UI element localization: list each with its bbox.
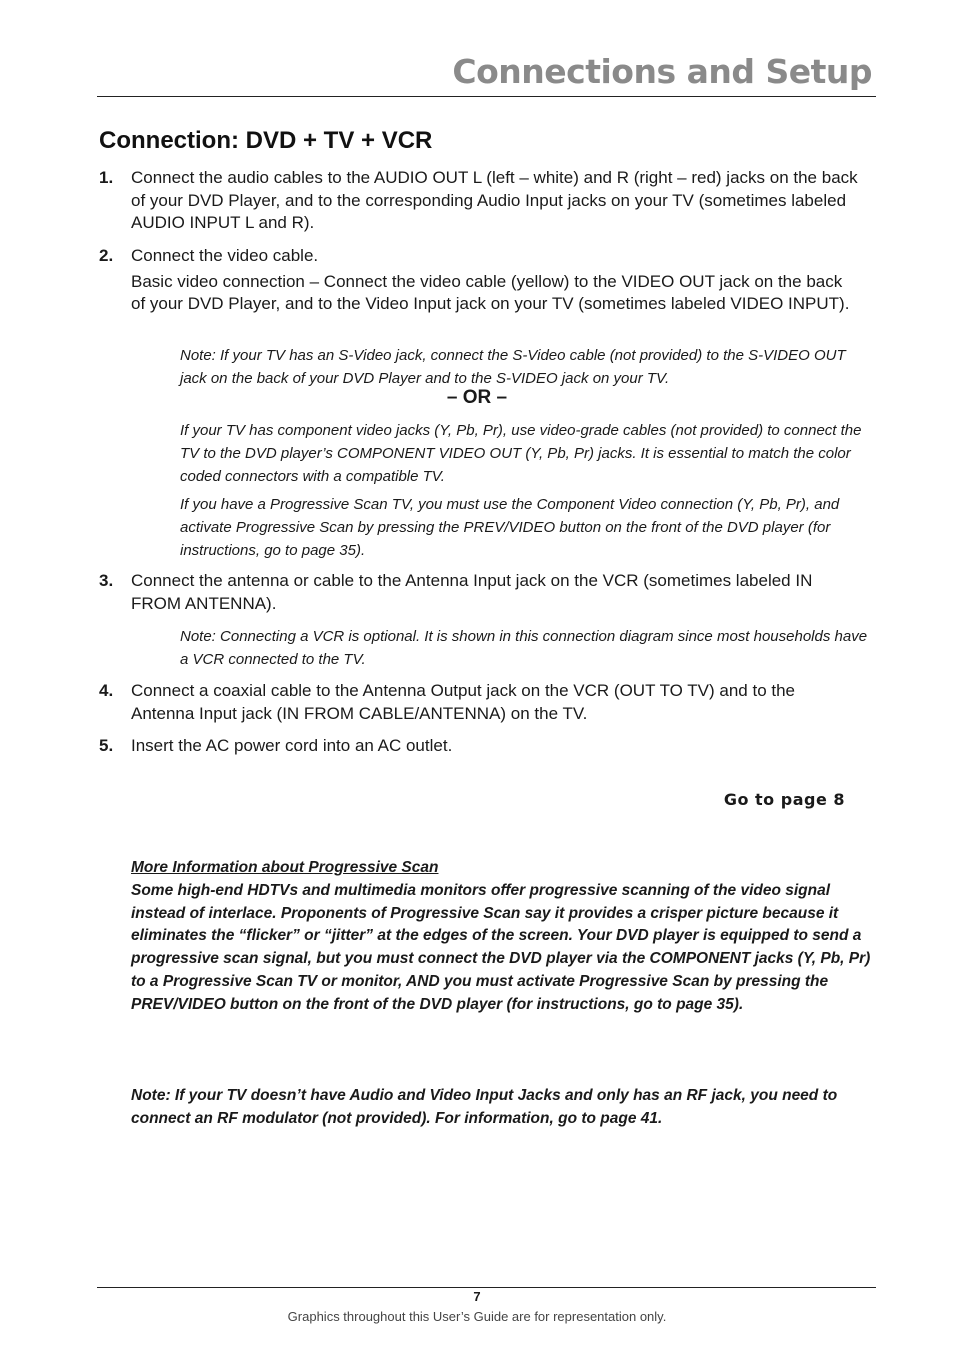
progressive-scan-info: [131, 857, 871, 1017]
info-body: Some high-end HDTVs and multimedia monitors offer progressive scanning of the video signal instead of interlace. Proponents of Progressive Scan say it provides a crisper picture because it eliminates the “flicker” or “jitter” at the edges of the screen. Your DVD player is equipped to send a progressive scan signal, but you must connect the DVD player via the COMPONENT jacks (Y, Pb, Pr) to a Progressive Scan TV or monitor, AND you must activate Progressive Scan by pressing the PREV/VIDEO button on the front of the DVD player (for instructions, go to page 35).: [131, 881, 871, 1013]
note-text: If your TV has component video jacks (Y, Pb, Pr), use video-grade cables (not provided) to connect the TV to the DVD player’s COMPONENT VIDEO OUT (Y, Pb, Pr) jacks. It is essential to match the color coded connectors with a compatible TV.: [180, 422, 862, 485]
step-line: Connect the antenna or cable to the Antenna Input jack on the VCR (sometimes labeled IN FROM ANTENNA).: [131, 571, 813, 613]
step-number: 5.: [99, 736, 114, 755]
step-number: 1.: [99, 168, 114, 187]
step-number: 2.: [99, 246, 114, 265]
footer-divider: [97, 1287, 876, 1288]
component-note: [180, 419, 875, 488]
rf-modulator-note: Note: If your TV doesn’t have Audio and Video Input Jacks and only has an RF jack, you need to connect an RF modulator (not provided). For information, go to page 41.: [131, 1087, 838, 1127]
step-text: [131, 570, 861, 615]
progressive-note: [180, 493, 875, 562]
step-line: Insert the AC power cord into an AC outlet.: [131, 736, 453, 755]
step-line: Connect the video cable.: [131, 246, 319, 265]
step-number: 4.: [99, 681, 114, 700]
note-text: Note: If your TV has an S-Video jack, connect the S-Video cable (not provided) to the S-VIDEO OUT jack on the back of your DVD Player and to the S-VIDEO jack on your TV.: [180, 347, 846, 387]
or-divider: – OR –: [446, 387, 508, 408]
step-number: 3.: [99, 571, 114, 590]
step-line: Connect the audio cables to the AUDIO OUT L (left – white) and R (right – red) jacks on the back of your DVD Player, and to the corresponding Audio Input jacks on your TV (sometimes labeled AUDIO INPUT L and R).: [131, 168, 858, 232]
note-text: If you have a Progressive Scan TV, you must use the Component Video connection (Y, Pb, Pr), and activate Progressive Scan by pressing the PREV/VIDEO button on the front of the DVD player (for instructions, go to page 35).: [180, 496, 840, 559]
page-header-title: Connections and Setup: [452, 52, 872, 91]
info-title: More Information about Progressive Scan: [131, 859, 439, 876]
step-line: Basic video connection – Connect the video cable (yellow) to the VIDEO OUT jack on the back of your DVD Player, and to the Video Input jack on your TV (sometimes labeled VIDEO INPUT).: [131, 271, 850, 313]
footer-disclaimer: Graphics throughout this User’s Guide are for representation only.: [287, 1309, 667, 1324]
step-text: [131, 735, 861, 758]
header-divider: [97, 96, 876, 97]
section-heading: Connection: DVD + TV + VCR: [99, 127, 433, 154]
step-line: Connect a coaxial cable to the Antenna Output jack on the VCR (OUT TO TV) and to the Antenna Input jack (IN FROM CABLE/ANTENNA) on the TV.: [131, 681, 796, 723]
svideo-note: [180, 344, 875, 390]
go-to-page-link: Go to page 8: [723, 790, 845, 809]
step-text: [131, 680, 861, 725]
step-text: [131, 245, 861, 316]
vcr-note: [180, 625, 875, 671]
page-number: 7: [473, 1289, 481, 1304]
step-text: [131, 167, 861, 235]
note-text: Note: Connecting a VCR is optional. It is shown in this connection diagram since most households have a VCR connected to the TV.: [180, 628, 868, 668]
